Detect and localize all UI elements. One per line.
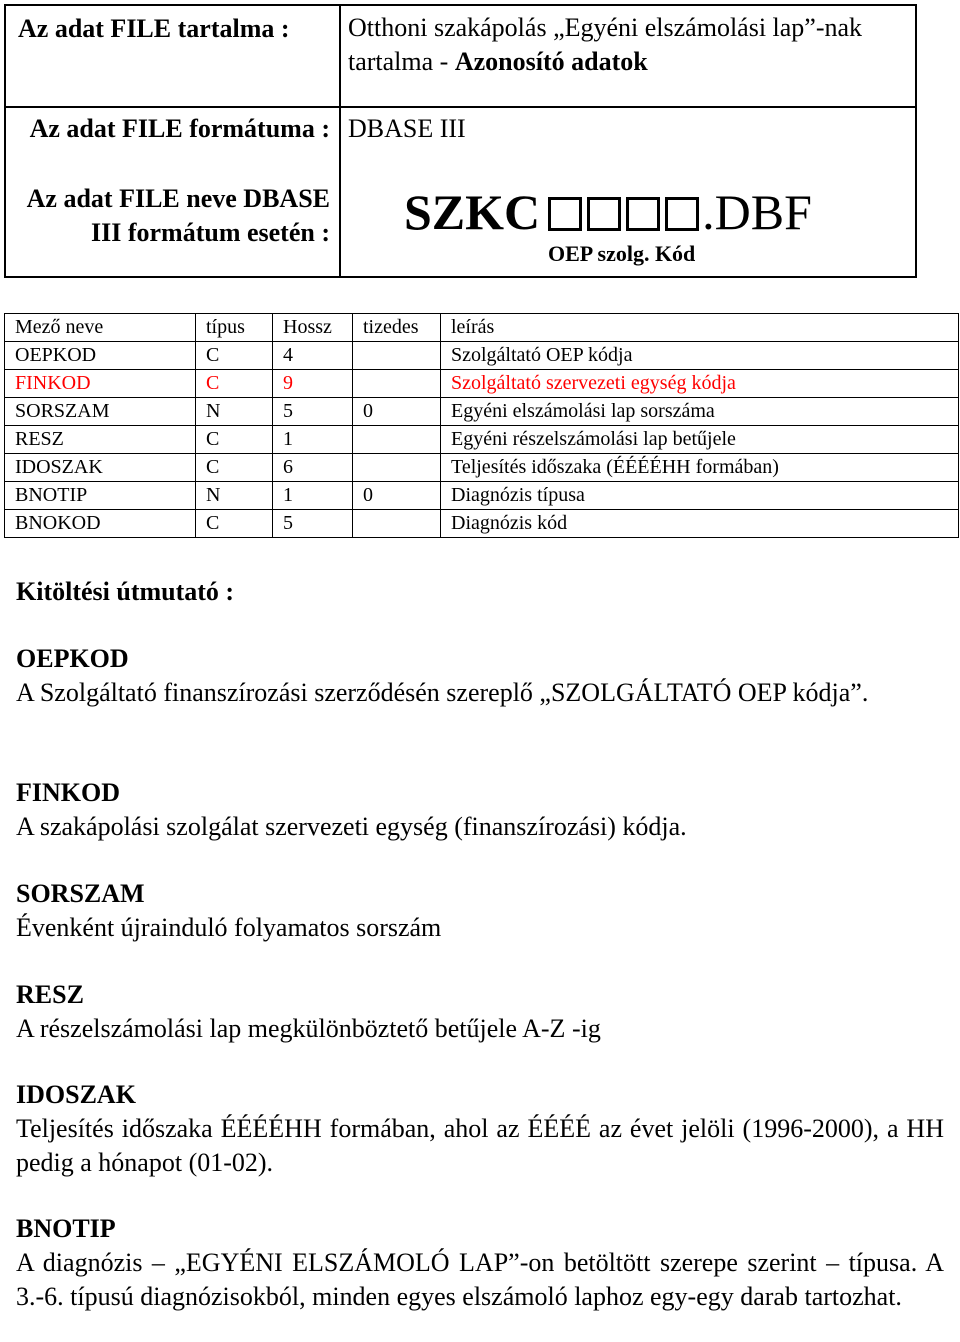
format-value: DBASE III xyxy=(348,114,466,143)
table-row xyxy=(5,398,959,426)
field-length-cell: 5 xyxy=(273,398,353,426)
file-info-box xyxy=(4,4,917,278)
guide-section-title: OEPKOD xyxy=(16,644,129,673)
field-name-cell: OEPKOD xyxy=(5,342,196,370)
field-description-cell: Teljesítés időszaka (ÉÉÉÉHH formában) xyxy=(441,454,959,482)
field-definition-table xyxy=(4,313,959,538)
guide-section-title: SORSZAM xyxy=(16,879,145,908)
table-row xyxy=(5,482,959,510)
field-length-cell: 4 xyxy=(273,342,353,370)
column-header: típus xyxy=(196,314,273,342)
field-length-cell: 5 xyxy=(273,510,353,538)
field-name-cell: RESZ xyxy=(5,426,196,454)
file-name-label: Az adat FILE neve DBASE III formátum esetén : xyxy=(26,184,330,247)
placeholder-box-icon xyxy=(587,197,621,231)
field-decimals-cell xyxy=(353,370,441,398)
guide-section-text: A szakápolási szolgálat szervezeti egység (finanszírozási) kódja. xyxy=(16,812,687,841)
placeholder-box-icon xyxy=(665,197,699,231)
field-name-cell: SORSZAM xyxy=(5,398,196,426)
content-value-bold: Azonosító adatok xyxy=(454,47,648,76)
guide-section-text: Évenként újrainduló folyamatos sorszám xyxy=(16,913,442,942)
file-name-extension: .DBF xyxy=(702,184,812,240)
field-description-cell: Diagnózis típusa xyxy=(441,482,959,510)
content-value xyxy=(348,11,913,79)
guide-section-text: A részelszámolási lap megkülönböztető betűjele A-Z -ig xyxy=(16,1014,601,1043)
field-name-cell: BNOTIP xyxy=(5,482,196,510)
field-name-cell: BNOKOD xyxy=(5,510,196,538)
guide-section-text: Teljesítés időszaka ÉÉÉÉHH formában, ahol az ÉÉÉÉ az évet jelöli (1996-2000), a HH pedig a hónapot (01-02). xyxy=(16,1114,944,1177)
field-type-cell: C xyxy=(196,454,273,482)
content-value-text: Otthoni szakápolás „Egyéni elszámolási lap”-nak tartalma - xyxy=(348,13,863,76)
guide-section-text: A Szolgáltató finanszírozási szerződésén szereplő „SZOLGÁLTATÓ OEP kódja”. xyxy=(16,678,869,707)
field-type-cell: C xyxy=(196,426,273,454)
content-label: Az adat FILE tartalma : xyxy=(18,14,290,43)
table-row xyxy=(5,454,959,482)
field-description-cell: Szolgáltató szervezeti egység kódja xyxy=(441,370,959,398)
field-decimals-cell xyxy=(353,426,441,454)
file-name-sublabel: OEP szolg. Kód xyxy=(548,241,696,266)
field-name-cell: FINKOD xyxy=(5,370,196,398)
field-name-cell: IDOSZAK xyxy=(5,454,196,482)
field-decimals-cell xyxy=(353,454,441,482)
file-name-pattern xyxy=(404,182,812,242)
field-description-cell: Egyéni elszámolási lap sorszáma xyxy=(441,398,959,426)
guide-section-text: A diagnózis – „EGYÉNI ELSZÁMOLÓ LAP”-on betöltött szerepe szerint – típusa. A 3.-6. típusú diagnózisokból, minden egyes elszámoló laphoz egy-egy darab tartozhat. xyxy=(16,1248,944,1311)
field-description-cell: Diagnózis kód xyxy=(441,510,959,538)
field-description-cell: Egyéni részelszámolási lap betűjele xyxy=(441,426,959,454)
field-type-cell: N xyxy=(196,482,273,510)
field-decimals-cell: 0 xyxy=(353,398,441,426)
placeholder-box-icon xyxy=(548,197,582,231)
table-row xyxy=(5,510,959,538)
guide-section-title: FINKOD xyxy=(16,778,120,807)
table-row xyxy=(5,370,959,398)
header-horizontal-divider xyxy=(6,106,915,108)
placeholder-box-icon xyxy=(626,197,660,231)
field-length-cell: 1 xyxy=(273,482,353,510)
field-type-cell: C xyxy=(196,342,273,370)
guide-section-title: RESZ xyxy=(16,980,84,1009)
header-vertical-divider xyxy=(339,6,341,276)
field-decimals-cell xyxy=(353,342,441,370)
field-type-cell: N xyxy=(196,398,273,426)
table-row xyxy=(5,426,959,454)
guide-section-title: IDOSZAK xyxy=(16,1080,136,1109)
field-length-cell: 9 xyxy=(273,370,353,398)
column-header: Mező neve xyxy=(5,314,196,342)
field-length-cell: 1 xyxy=(273,426,353,454)
guide-title: Kitöltési útmutató : xyxy=(16,577,235,606)
field-length-cell: 6 xyxy=(273,454,353,482)
format-label: Az adat FILE formátuma : xyxy=(29,114,330,143)
field-type-cell: C xyxy=(196,370,273,398)
field-type-cell: C xyxy=(196,510,273,538)
field-decimals-cell: 0 xyxy=(353,482,441,510)
file-name-prefix: SZKC xyxy=(404,184,541,240)
guide-section-title: BNOTIP xyxy=(16,1214,116,1243)
table-row xyxy=(5,342,959,370)
table-header-row xyxy=(5,314,959,342)
column-header: tizedes xyxy=(353,314,441,342)
column-header: Hossz xyxy=(273,314,353,342)
column-header: leírás xyxy=(441,314,959,342)
field-description-cell: Szolgáltató OEP kódja xyxy=(441,342,959,370)
field-decimals-cell xyxy=(353,510,441,538)
